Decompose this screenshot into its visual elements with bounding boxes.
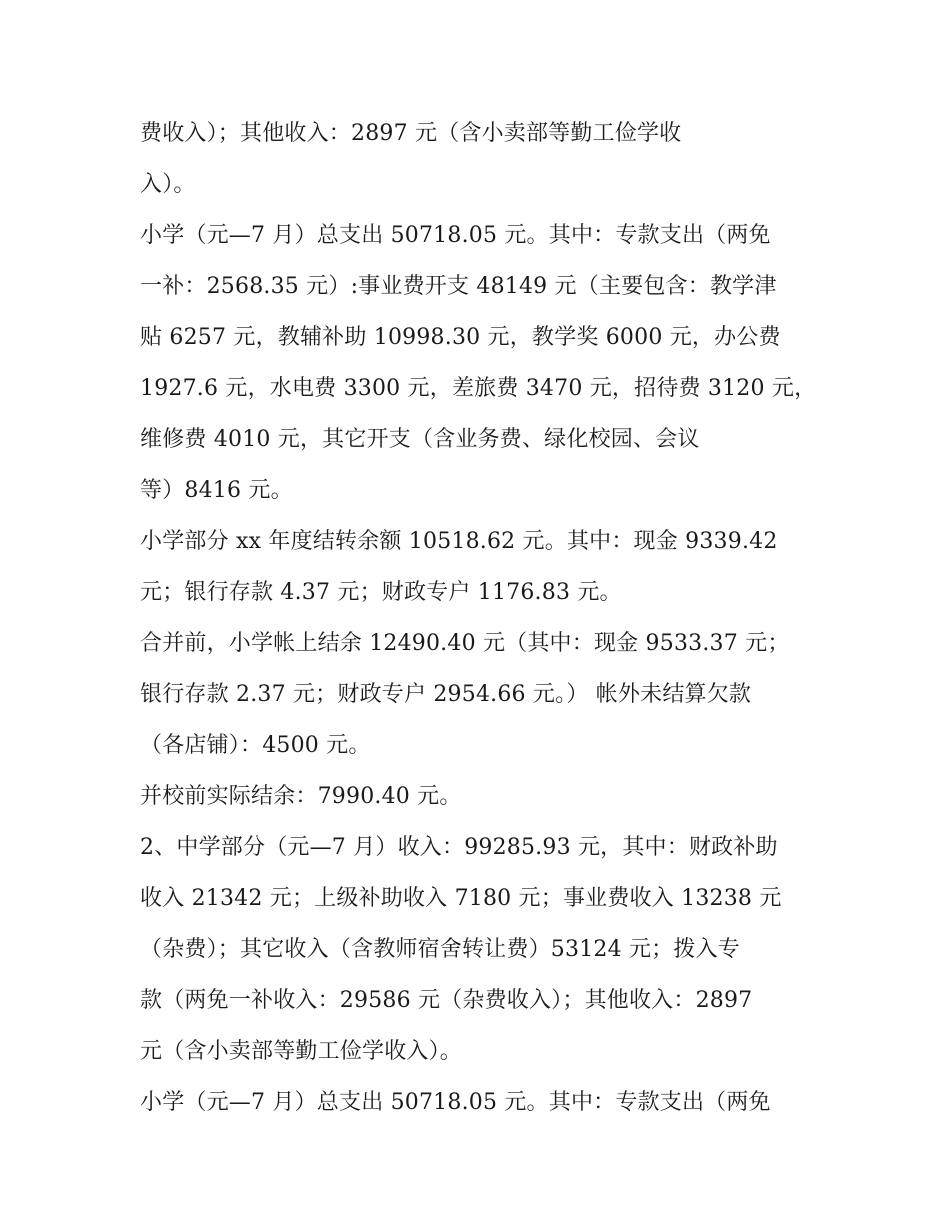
text-line: 费收入）；其他收入：2897 元（含小卖部等勤工俭学收	[140, 121, 682, 146]
text-line: （杂费）；其它收入（含教师宿舍转让费）53124 元；拨入专	[140, 937, 740, 962]
text-line: 银行存款 2.37 元；财政专户 2954.66 元。） 帐外未结算欠款	[140, 682, 752, 707]
text-line: 并校前实际结余：7990.40 元。	[140, 784, 462, 809]
text-line: 小学部分 xx 年度结转余额 10518.62 元。其中：现金 9339.42	[140, 529, 778, 554]
text-line: 元；银行存款 4.37 元；财政专户 1176.83 元。	[140, 580, 622, 605]
document-body	[140, 108, 820, 1128]
text-line: （各店铺）：4500 元。	[140, 733, 371, 758]
text-line: 小学（元—7 月）总支出 50718.05 元。其中：专款支出（两免	[140, 1090, 771, 1115]
text-line: 收入 21342 元；上级补助收入 7180 元；事业费收入 13238 元	[140, 886, 782, 911]
text-line: 1927.6 元，水电费 3300 元，差旅费 3470 元，招待费 3120 元，	[140, 376, 817, 401]
text-line: 贴 6257 元，教辅补助 10998.30 元，教学奖 6000 元，办公费	[140, 325, 781, 350]
text-line: 等）8416 元。	[140, 478, 293, 503]
text-line: 小学（元—7 月）总支出 50718.05 元。其中：专款支出（两免	[140, 223, 771, 248]
text-line: 维修费 4010 元，其它开支（含业务费、绿化校园、会议	[140, 427, 700, 452]
text-line: 款（两免一补收入：29586 元（杂费收入）；其他收入：2897	[140, 988, 753, 1013]
text-line: 合并前，小学帐上结余 12490.40 元（其中：现金 9533.37 元；	[140, 631, 790, 656]
text-line: 元（含小卖部等勤工俭学收入）。	[140, 1039, 463, 1064]
text-line: 2、中学部分（元—7 月）收入：99285.93 元，其中：财政补助	[140, 835, 778, 860]
text-line: 入）。	[140, 172, 196, 197]
text-line: 一补：2568.35 元）:事业费开支 48149 元（主要包含：教学津	[140, 274, 777, 299]
